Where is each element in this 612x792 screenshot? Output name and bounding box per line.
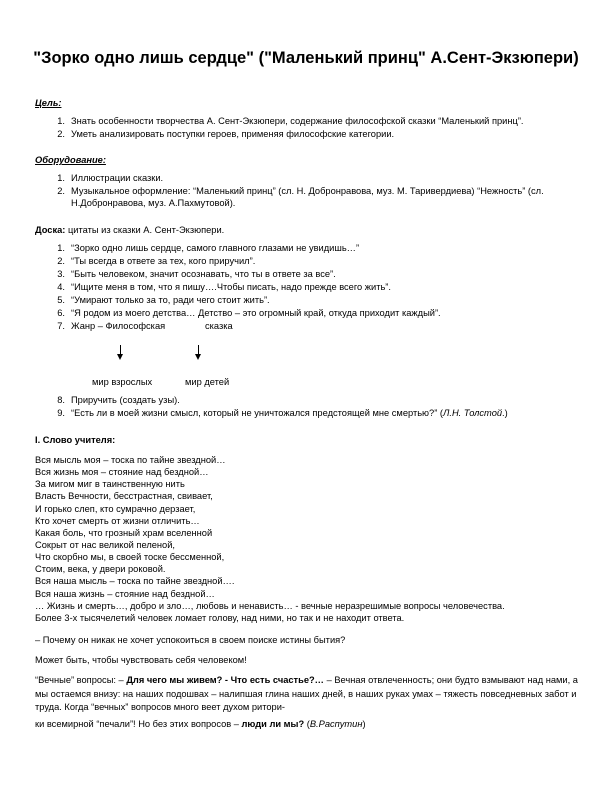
genre-number: 7. <box>57 321 65 331</box>
closing-paragraph <box>35 718 580 730</box>
equipment-item-text: Иллюстрации сказки. <box>71 173 164 183</box>
quote-text: “Зорко одно лишь сердце, самого главного глазами не увидишь…” <box>71 243 360 253</box>
quote-text: Приручить (создать узы). <box>71 395 180 405</box>
goal-item-number: 1. <box>57 116 65 126</box>
quote-item <box>55 394 585 406</box>
goal-item <box>55 115 585 127</box>
page-title: "Зорко одно лишь сердце" ("Маленький принц" А.Сент-Экзюпери) <box>33 49 579 67</box>
paragraph-bold-text: Для чего мы живем? - Что есть счастье?… <box>126 675 324 685</box>
quote-number: 9. <box>57 408 65 418</box>
poem-line: Что скорбно мы, в своей тоске бессменной, <box>35 552 225 563</box>
quote-number: 4. <box>57 282 65 292</box>
poem-line: Вся мысль моя – тоска по тайне звездной… <box>35 455 226 465</box>
eternal-questions-paragraph <box>35 674 580 715</box>
equipment-item-text: Музыкальное оформление: “Маленький принц” (сл. Н. Добронравова, муз. М. Таривердиева) “Нежность” (сл. Н.Добронравова, муз. А.Пахмутовой). <box>71 186 544 209</box>
goal-item-text: Уметь анализировать поступки героев, применяя философские категории. <box>71 129 395 139</box>
quote-item <box>55 407 585 419</box>
section-heading: I. Слово учителя: <box>35 435 116 445</box>
paragraph-bold-text: люди ли мы? <box>241 719 305 729</box>
paragraph-text: ( <box>304 719 310 729</box>
poem-line: Какая боль, что грозный храм вселенной <box>35 527 213 538</box>
quote-text: “Я родом из моего детства… Детство – это огромный край, откуда приходит каждый”. <box>71 308 441 318</box>
quote-close: .) <box>502 408 508 418</box>
genre-text: Жанр – Философская <box>71 321 166 331</box>
arrow-down-icon <box>117 354 123 360</box>
equipment-item-number: 1. <box>57 173 65 183</box>
quote-item <box>55 268 585 280</box>
poem-line: Кто хочет смерть от жизни отличить… <box>35 515 200 526</box>
quote-number: 2. <box>57 256 65 266</box>
equipment-item <box>55 172 585 184</box>
goal-item-number: 2. <box>57 129 65 139</box>
poem-line: Стоим, века, у двери роковой. <box>35 564 166 575</box>
paragraph-text: – Вечная отвлеченность; они будто взмывают над нами, а мы остаемся внизу: на наших подошвах – налипшая глина наших дней, в наших руках умах – тяжесть повседневных забот и труда. Когда “вечных” вопросов много веет духом ритори- <box>35 675 578 713</box>
paragraph-source: В.Распутин <box>309 719 363 729</box>
answer-paragraph: Может быть, чтобы чувствовать себя человеком! <box>35 655 247 665</box>
board-line <box>35 224 580 236</box>
goal-item <box>55 128 585 140</box>
goal-heading: Цель: <box>35 98 62 108</box>
paragraph-text: ки всемирной “печали”! Но без этих вопросов – <box>35 719 242 729</box>
genre-item <box>55 320 585 332</box>
quote-item <box>55 294 585 306</box>
board-label: Доска: <box>35 225 66 235</box>
branch-adults: мир взрослых <box>92 377 153 387</box>
poem-line: … Жизнь и смерть…, добро и зло…, любовь и ненависть… - вечные неразрешимые вопросы человечества. <box>35 600 505 611</box>
poem-line: Вся наша жизнь – стояние над бездной… <box>35 588 215 599</box>
equipment-item-number: 2. <box>57 186 65 196</box>
quote-number: 3. <box>57 269 65 279</box>
poem-line: Власть Вечности, бесстрастная, свивает, <box>35 491 213 502</box>
quote-number: 8. <box>57 395 65 405</box>
question-paragraph: – Почему он никак не хочет успокоиться в своем поиске истины бытия? <box>35 635 346 645</box>
quote-text: “Есть ли в моей жизни смысл, который не уничтожался предстоящей мне смертью?” ( <box>71 408 443 418</box>
equipment-heading: Оборудование: <box>35 155 106 165</box>
genre-tail: сказка <box>205 321 233 331</box>
poem-line: Сокрыт от нас великой пеленой, <box>35 539 175 550</box>
quote-item <box>55 242 585 254</box>
quote-item <box>55 307 585 319</box>
quote-source: Л.Н. Толстой <box>442 408 503 418</box>
quote-text: “Быть человеком, значит осознавать, что ты в ответе за все”. <box>71 269 336 279</box>
arrow-down-icon <box>195 354 201 360</box>
poem-line: Более 3-х тысячелетий человек ломает голову, над ними, но так и не находит ответа. <box>35 612 405 623</box>
quote-number: 1. <box>57 243 65 253</box>
quote-item <box>55 255 585 267</box>
quote-text-line <box>71 407 585 419</box>
quote-text: “Ты всегда в ответе за тех, кого приручил”. <box>71 256 256 266</box>
goal-item-text: Знать особенности творчества А. Сент-Экзюпери, содержание философской сказки “Маленький принц”. <box>71 116 524 126</box>
quote-text: “Умирают только за то, ради чего стоит жить”. <box>71 295 270 305</box>
quote-number: 5. <box>57 295 65 305</box>
poem-line: И горько слеп, кто сумрачно дерзает, <box>35 503 196 514</box>
poem-line: За мигом миг в таинственную нить <box>35 479 185 490</box>
poem-line: Вся наша мысль – тоска по тайне звездной…. <box>35 576 235 587</box>
poem-block <box>35 454 580 624</box>
branch-children: мир детей <box>185 377 230 387</box>
quote-item <box>55 281 585 293</box>
paragraph-text: ) <box>362 719 366 729</box>
board-intro: цитаты из сказки А. Сент-Экзюпери. <box>65 225 225 235</box>
paragraph-text: “Вечные” вопросы: – <box>35 675 127 685</box>
poem-line: Вся жизнь моя – стояние над бездной… <box>35 467 209 478</box>
equipment-item <box>55 185 573 209</box>
quote-text: “Ищите меня в том, что я пишу….Чтобы писать, надо прежде всего жить”. <box>71 282 391 292</box>
quote-number: 6. <box>57 308 65 318</box>
